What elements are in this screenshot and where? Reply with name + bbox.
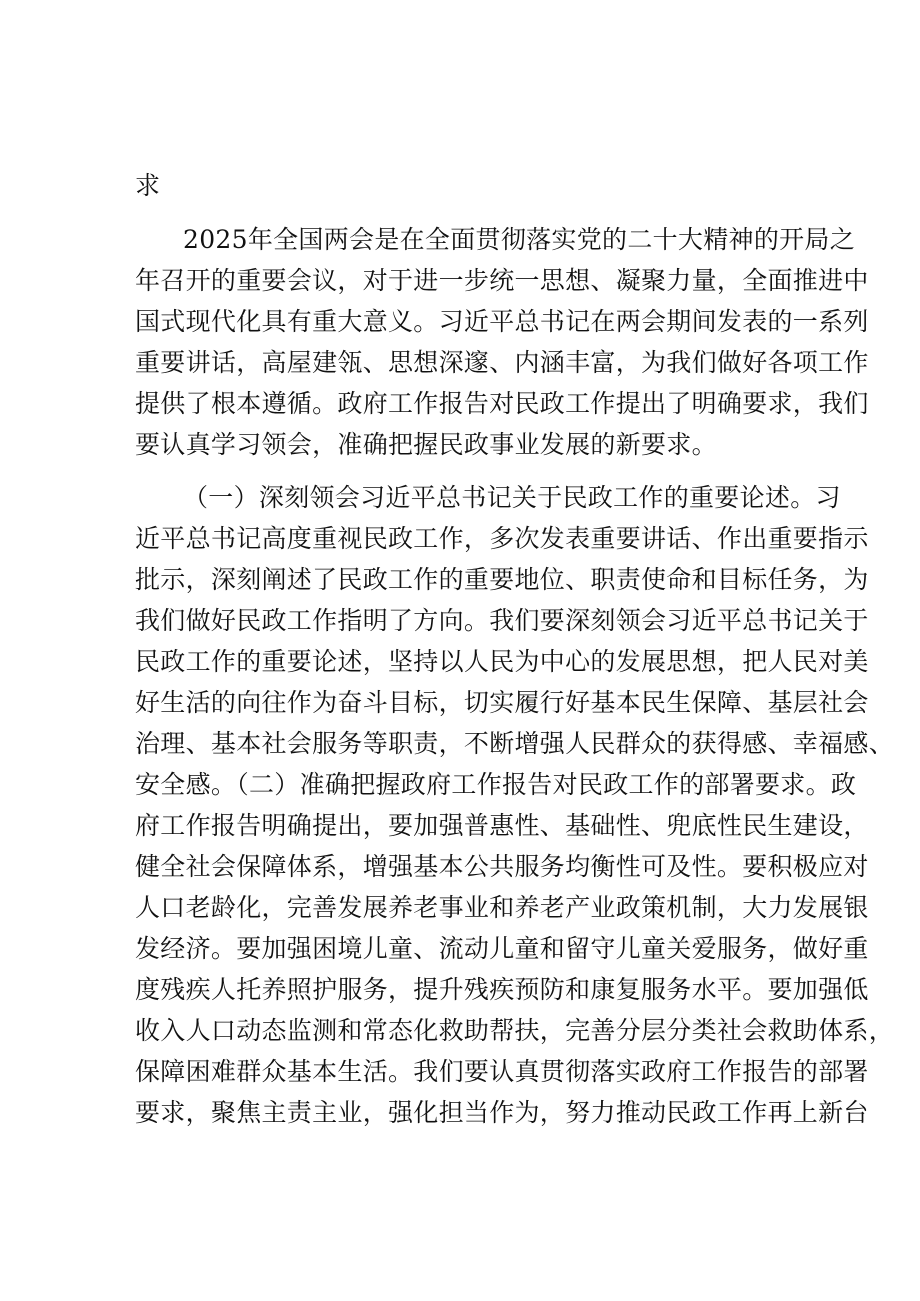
text-line-9: 近平总书记高度重视民政工作，多次发表重要讲话、作出重要指示 bbox=[135, 524, 869, 553]
text-line-3: 年召开的重要会议，对于进一步统一思想、凝聚力量，全面推进中 bbox=[135, 266, 869, 295]
text-line-14: 治理、基本社会服务等职责，不断增强人民群众的获得感、幸福感、 bbox=[135, 729, 895, 758]
text-line-11: 我们做好民政工作指明了方向。我们要深刻领会习近平总书记关于 bbox=[135, 606, 869, 635]
text-line-13: 好生活的向往作为奋斗目标，切实履行好基本民生保障、基层社会 bbox=[135, 688, 869, 717]
text-line-19: 发经济。要加强困境儿童、流动儿童和留守儿童关爱服务，做好重 bbox=[135, 934, 869, 963]
text-line-10: 批示，深刻阐述了民政工作的重要地位、职责使命和目标任务，为 bbox=[135, 565, 869, 594]
text-line-1: 求 bbox=[135, 171, 161, 200]
text-line-22: 保障困难群众基本生活。我们要认真贯彻落实政府工作报告的部署 bbox=[135, 1057, 869, 1086]
text-line-21: 收入人口动态监测和常态化救助帮扶，完善分层分类社会救助体系， bbox=[135, 1016, 895, 1045]
text-line-23: 要求，聚焦主责主业，强化担当作为，努力推动民政工作再上新台 bbox=[135, 1098, 869, 1127]
text-line-6: 提供了根本遵循。政府工作报告对民政工作提出了明确要求，我们 bbox=[135, 389, 869, 418]
text-line-12: 民政工作的重要论述，坚持以人民为中心的发展思想，把人民对美 bbox=[135, 647, 869, 676]
text-line-5: 重要讲话，高屋建瓴、思想深邃、内涵丰富，为我们做好各项工作 bbox=[135, 348, 869, 377]
text-line-4: 国式现代化具有重大意义。习近平总书记在两会期间发表的一系列 bbox=[135, 307, 869, 336]
text-line-17: 健全社会保障体系，增强基本公共服务均衡性可及性。要积极应对 bbox=[135, 852, 869, 881]
text-line-8: （一）深刻领会习近平总书记关于民政工作的重要论述。习 bbox=[183, 483, 841, 512]
text-line-2: 2025年全国两会是在全面贯彻落实党的二十大精神的开局之 bbox=[183, 225, 856, 254]
text-line-7: 要认真学习领会，准确把握民政事业发展的新要求。 bbox=[135, 430, 717, 459]
text-line-20: 度残疾人托养照护服务，提升残疾预防和康复服务水平。要加强低 bbox=[135, 975, 869, 1004]
text-line-18: 人口老龄化，完善发展养老事业和养老产业政策机制，大力发展银 bbox=[135, 893, 869, 922]
text-line-16: 府工作报告明确提出，要加强普惠性、基础性、兜底性民生建设， bbox=[135, 811, 869, 840]
text-line-15: 安全感。（二）准确把握政府工作报告对民政工作的部署要求。政 bbox=[135, 770, 857, 799]
